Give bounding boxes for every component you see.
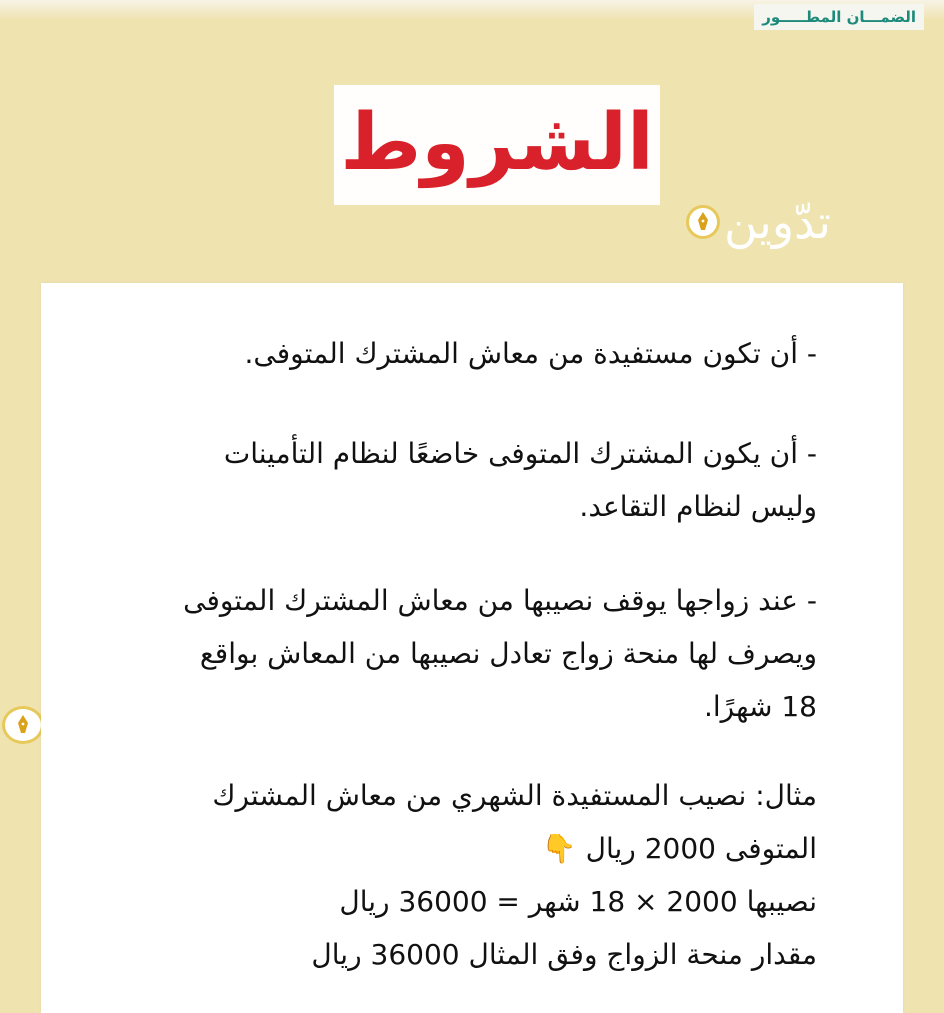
term-line: 18 شهرًا. xyxy=(703,690,817,723)
brand-tag: الضمـــان المطـــــور xyxy=(754,4,924,30)
example-line: نصيبها 2000 × 18 شهر = 36000 ريال xyxy=(339,885,817,918)
example-line: مقدار منحة الزواج وفق المثال 36000 ريال xyxy=(311,938,817,971)
watermark xyxy=(686,192,831,252)
example-block xyxy=(57,769,817,981)
pen-nib-icon xyxy=(2,706,44,744)
example-line-text: المتوفى 2000 ريال xyxy=(585,832,817,865)
watermark-text: تدّوين xyxy=(724,195,831,249)
term-2 xyxy=(57,427,817,533)
example-line: مثال: نصيب المستفيدة الشهري من معاش المشترك xyxy=(212,779,817,812)
term-1 xyxy=(57,327,817,380)
term-3 xyxy=(57,574,817,733)
example-line xyxy=(57,822,817,875)
pen-nib-icon xyxy=(686,205,720,239)
pointing-down-icon: 👇 xyxy=(541,832,577,865)
term-line: - عند زواجها يوقف نصيبها من معاش المشترك المتوفى xyxy=(183,584,817,617)
terms-card xyxy=(41,283,903,1013)
term-line: وليس لنظام التقاعد. xyxy=(579,490,817,523)
term-line: - أن يكون المشترك المتوفى خاضعًا لنظام التأمينات xyxy=(223,437,817,470)
term-line: ويصرف لها منحة زواج تعادل نصيبها من المعاش بواقع xyxy=(199,637,817,670)
page-title: الشروط xyxy=(340,98,654,188)
term-line: - أن تكون مستفيدة من معاش المشترك المتوفى. xyxy=(244,337,817,370)
